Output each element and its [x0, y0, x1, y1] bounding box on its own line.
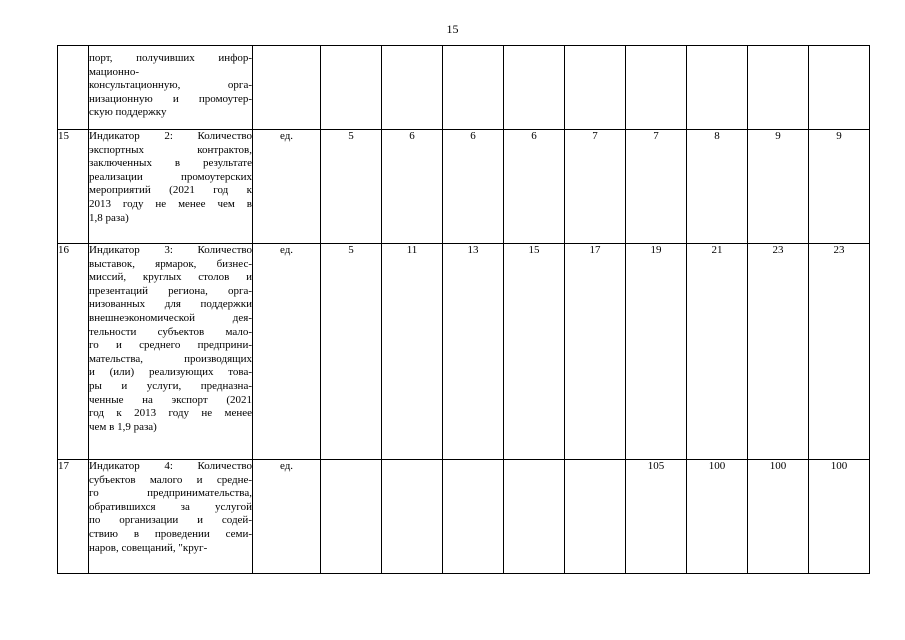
value-cell	[504, 460, 565, 574]
table-body	[58, 46, 870, 574]
value-cell: 6	[382, 130, 443, 244]
indicator-name-line: год к 2013 году не менее	[89, 407, 252, 420]
value-cell: 100	[748, 460, 809, 574]
value-cell: 11	[382, 244, 443, 460]
indicator-name-line: презентаций региона, орга-	[89, 284, 252, 297]
value-cell	[626, 46, 687, 130]
indicator-name-line: ченные на экспорт (2021	[89, 393, 252, 406]
value-cell: 15	[504, 244, 565, 460]
row-number: 16	[58, 244, 89, 460]
value-cell: 21	[687, 244, 748, 460]
value-cell: 105	[626, 460, 687, 574]
indicator-name-line: скую поддержку	[89, 106, 167, 119]
indicator-name-line: ствию в проведении семи-	[89, 527, 252, 540]
unit-cell: ед.	[253, 460, 321, 574]
indicator-name-line: реализации промоутерских	[89, 170, 252, 183]
indicator-name	[89, 130, 253, 244]
value-cell: 5	[321, 130, 382, 244]
indicator-name-line: низационную и промоутер-	[89, 92, 252, 105]
indicator-name-line: низованных для поддержки	[89, 298, 252, 311]
indicator-name-line: мероприятий (2021 год к	[89, 184, 252, 197]
indicator-name-line: чем в 1,9 раза)	[89, 420, 157, 433]
indicator-name-line: мательства, производящих	[89, 352, 252, 365]
indicator-name-line: порт, получивших инфор-	[89, 52, 252, 64]
indicator-name-line: мационно-	[89, 65, 139, 78]
value-cell	[443, 46, 504, 130]
value-cell: 23	[748, 244, 809, 460]
indicator-name-line: ры и услуги, предназна-	[89, 379, 252, 392]
table-row	[58, 460, 870, 574]
value-cell	[565, 46, 626, 130]
indicator-name-line: 1,8 раза)	[89, 211, 129, 224]
unit-cell: ед.	[253, 130, 321, 244]
value-cell	[382, 46, 443, 130]
indicator-name-line: экспортных контрактов,	[89, 143, 252, 156]
indicators-table	[57, 45, 870, 574]
value-cell: 7	[626, 130, 687, 244]
indicator-name	[89, 46, 253, 130]
table-row	[58, 46, 870, 130]
indicator-name-line: обратившихся за услугой	[89, 500, 252, 513]
value-cell	[565, 460, 626, 574]
value-cell: 5	[321, 244, 382, 460]
value-cell: 100	[809, 460, 870, 574]
value-cell	[321, 460, 382, 574]
value-cell: 9	[809, 130, 870, 244]
value-cell	[443, 460, 504, 574]
indicator-name-line: го предпринимательства,	[89, 487, 252, 500]
indicator-name-line: выставок, ярмарок, бизнес-	[89, 257, 252, 270]
indicator-name-line: Индикатор 2: Количество	[89, 130, 252, 142]
value-cell	[382, 460, 443, 574]
unit-cell: ед.	[253, 244, 321, 460]
value-cell	[687, 46, 748, 130]
indicator-name-line: и (или) реализующих това-	[89, 366, 252, 379]
value-cell: 9	[748, 130, 809, 244]
table-row	[58, 130, 870, 244]
indicator-name-line: миссий, круглых столов и	[89, 271, 252, 284]
value-cell: 6	[504, 130, 565, 244]
row-number: 15	[58, 130, 89, 244]
value-cell: 8	[687, 130, 748, 244]
indicator-name-line: 2013 году не менее чем в	[89, 197, 252, 210]
table-row	[58, 244, 870, 460]
value-cell	[504, 46, 565, 130]
indicator-name-line: заключенных в результате	[89, 157, 252, 170]
value-cell: 23	[809, 244, 870, 460]
value-cell	[321, 46, 382, 130]
value-cell	[809, 46, 870, 130]
indicator-name	[89, 244, 253, 460]
indicator-name-line: Индикатор 4: Количество	[89, 460, 252, 472]
value-cell	[748, 46, 809, 130]
indicator-name-line: наров, совещаний, "круг-	[89, 541, 208, 554]
value-cell: 19	[626, 244, 687, 460]
page-number: 15	[446, 22, 459, 36]
value-cell: 6	[443, 130, 504, 244]
indicator-name-line: го и среднего предприни-	[89, 339, 252, 352]
indicator-name-line: Индикатор 3: Количество	[89, 244, 252, 256]
indicator-name-line: тельности субъектов мало-	[89, 325, 252, 338]
row-number: 17	[58, 460, 89, 574]
indicator-name	[89, 460, 253, 574]
indicator-name-line: по организации и содей-	[89, 514, 252, 527]
value-cell: 17	[565, 244, 626, 460]
unit-cell	[253, 46, 321, 130]
indicator-name-line: субъектов малого и средне-	[89, 473, 252, 486]
indicator-name-line: консультационную, орга-	[89, 79, 252, 92]
value-cell: 7	[565, 130, 626, 244]
indicator-name-line: внешнеэкономической дея-	[89, 311, 252, 324]
value-cell: 13	[443, 244, 504, 460]
value-cell: 100	[687, 460, 748, 574]
row-number	[58, 46, 89, 130]
